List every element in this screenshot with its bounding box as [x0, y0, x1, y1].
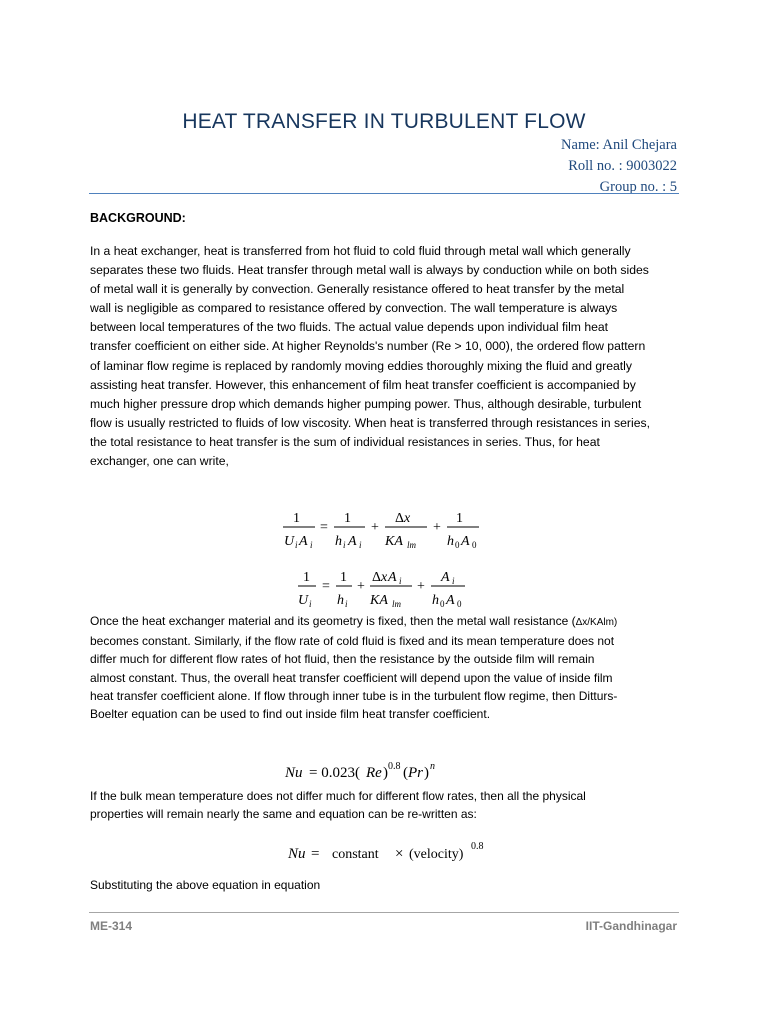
document-title: HEAT TRANSFER IN TURBULENT FLOW: [182, 110, 586, 133]
paragraph-line-text: Once the heat exchanger material and its geometry is fixed, then the metal wall resistance (: [90, 614, 576, 628]
svg-text:1: 1: [456, 511, 463, 526]
svg-text:U: U: [298, 593, 309, 608]
paragraph-line: between local temperatures of the two fluids. The actual value depends upon individual film heat: [90, 320, 609, 335]
svg-text:i: i: [345, 599, 348, 609]
equation-1-graphic: [283, 508, 493, 552]
svg-text:h: h: [337, 593, 344, 608]
svg-text:i: i: [295, 540, 298, 550]
svg-text:+: +: [417, 579, 425, 594]
svg-text:Nu: Nu: [288, 846, 306, 862]
paragraph-background: [90, 242, 682, 471]
svg-text:Re: Re: [366, 765, 382, 781]
svg-text:0.8: 0.8: [388, 761, 401, 772]
equation-3-graphic: [285, 760, 465, 782]
paragraph-line: separates these two fluids. Heat transfer through metal wall is always by conduction while on both sides: [90, 263, 649, 278]
paragraph-line: [90, 612, 682, 632]
svg-text:KA: KA: [370, 593, 388, 608]
svg-text:A: A: [461, 534, 470, 549]
svg-text:1: 1: [344, 511, 351, 526]
paragraph-line: almost constant. Thus, the overall heat transfer coefficient will depend upon the value of inside film: [90, 670, 613, 685]
svg-text:1: 1: [340, 570, 347, 585]
roll-number: Roll no. : 9003022: [568, 158, 677, 174]
svg-text:Nu: Nu: [285, 765, 303, 781]
wall-resistance-symbol: Δx/KAlm): [575, 617, 618, 628]
svg-text:i: i: [343, 540, 346, 550]
svg-text:=: =: [322, 579, 330, 594]
svg-text:h: h: [447, 534, 454, 549]
header-divider: [89, 193, 679, 194]
svg-text:=: =: [311, 846, 320, 862]
svg-text:x: x: [381, 570, 388, 585]
paragraph-line: Boelter equation can be used to find out inside film heat transfer coefficient.: [90, 707, 491, 722]
paragraph-line: If the bulk mean temperature does not differ much for different flow rates, then all the physical: [90, 789, 586, 803]
paragraph-line: flow is usually restricted to fluids of low viscosity. When heat is transferred through resistances in series,: [90, 415, 650, 430]
svg-text:1: 1: [303, 570, 310, 585]
paragraph-line: the total resistance to heat transfer is the sum of individual resistances in series. Thus, for heat: [90, 434, 600, 449]
svg-text:i: i: [309, 599, 312, 609]
author-name: Name: Anil Chejara: [561, 137, 677, 153]
svg-text:U: U: [284, 534, 295, 549]
paragraph-line: properties will remain nearly the same and equation can be re-written as:: [90, 807, 477, 822]
svg-text:Δ: Δ: [395, 511, 405, 526]
svg-text:0: 0: [457, 599, 462, 609]
paragraph-line: exchanger, one can write,: [90, 454, 229, 469]
equation-2-graphic: [298, 567, 478, 611]
author-block: [561, 135, 677, 198]
paragraph-resistance: [90, 612, 682, 723]
paragraph-substituting: Substituting the above equation in equation: [90, 878, 321, 892]
paragraph-line: becomes constant. Similarly, if the flow rate of cold fluid is fixed and its mean temperature does not: [90, 634, 615, 649]
equation-inner-coefficient: [298, 567, 478, 611]
svg-text:1: 1: [293, 511, 300, 526]
paragraph-line: transfer coefficient on either side. At higher Reynolds's number (Re > 10, 000), the ordered flow pattern: [90, 339, 646, 354]
paragraph-line: differ much for different flow rates of hot fluid, then the resistance by the outside film will remain: [90, 652, 595, 667]
paragraph-line: of laminar flow regime is replaced by randomly moving eddies thoroughly mixing the fluid and greatly: [90, 358, 632, 373]
svg-text:=: =: [320, 520, 328, 535]
svg-text:= 0.023(: = 0.023(: [309, 765, 360, 781]
svg-text:): ): [383, 765, 388, 781]
paragraph-line: wall is negligible as compared to resistance offered by convection. The wall temperature is always: [90, 301, 618, 316]
svg-text:A: A: [299, 534, 308, 549]
svg-text:h: h: [432, 593, 439, 608]
svg-text:i: i: [359, 540, 362, 550]
svg-text:i: i: [399, 576, 402, 586]
equation-overall-coefficient: [283, 508, 493, 552]
svg-text:×: ×: [395, 846, 404, 862]
footer-course-code: ME-314: [90, 919, 133, 933]
footer-divider: [89, 912, 679, 913]
svg-text:0.8: 0.8: [471, 841, 484, 852]
svg-text:i: i: [452, 576, 455, 586]
svg-text:Pr: Pr: [408, 765, 423, 781]
paragraph-line: much higher pressure drop which demands higher pumping power. Thus, although desirable, turbulent: [90, 396, 642, 411]
equation-4-graphic: [288, 840, 498, 864]
svg-text:A: A: [348, 534, 357, 549]
svg-text:A: A: [446, 593, 455, 608]
svg-text:constant: constant: [332, 847, 379, 862]
svg-text:(velocity): (velocity): [409, 847, 464, 862]
section-heading: BACKGROUND:: [90, 211, 186, 225]
svg-text:): ): [424, 765, 429, 781]
footer-institution: IIT-Gandhinagar: [585, 919, 677, 933]
svg-text:KA: KA: [385, 534, 403, 549]
svg-text:lm: lm: [407, 540, 416, 550]
svg-text:0: 0: [472, 540, 477, 550]
svg-text:+: +: [371, 520, 379, 535]
paragraph-line: assisting heat transfer. However, this enhancement of film heat transfer coefficient is accompanied by: [90, 377, 636, 392]
svg-text:0: 0: [455, 540, 460, 550]
group-number: Group no. : 5: [599, 179, 677, 195]
svg-text:A: A: [388, 570, 397, 585]
svg-text:+: +: [433, 520, 441, 535]
svg-text:Δ: Δ: [372, 570, 382, 585]
svg-text:n: n: [430, 761, 435, 772]
equation-dittus-boelter: [285, 760, 465, 782]
svg-text:i: i: [310, 540, 313, 550]
svg-text:0: 0: [440, 599, 445, 609]
svg-text:+: +: [357, 579, 365, 594]
svg-text:lm: lm: [392, 599, 401, 609]
paragraph-bulk-temperature: [90, 787, 682, 823]
equation-velocity-relation: [288, 840, 498, 864]
paragraph-line: In a heat exchanger, heat is transferred from hot fluid to cold fluid through metal wall which generally: [90, 244, 631, 258]
paragraph-line: of metal wall it is generally by convection. Generally resistance offered to heat transfer by the metal: [90, 282, 625, 297]
svg-text:h: h: [335, 534, 342, 549]
svg-text:x: x: [404, 511, 411, 526]
paragraph-line: heat transfer coefficient alone. If flow through inner tube is in the turbulent flow regime, then Ditturs-: [90, 688, 618, 703]
svg-text:A: A: [441, 570, 450, 585]
svg-text:(: (: [403, 765, 408, 781]
